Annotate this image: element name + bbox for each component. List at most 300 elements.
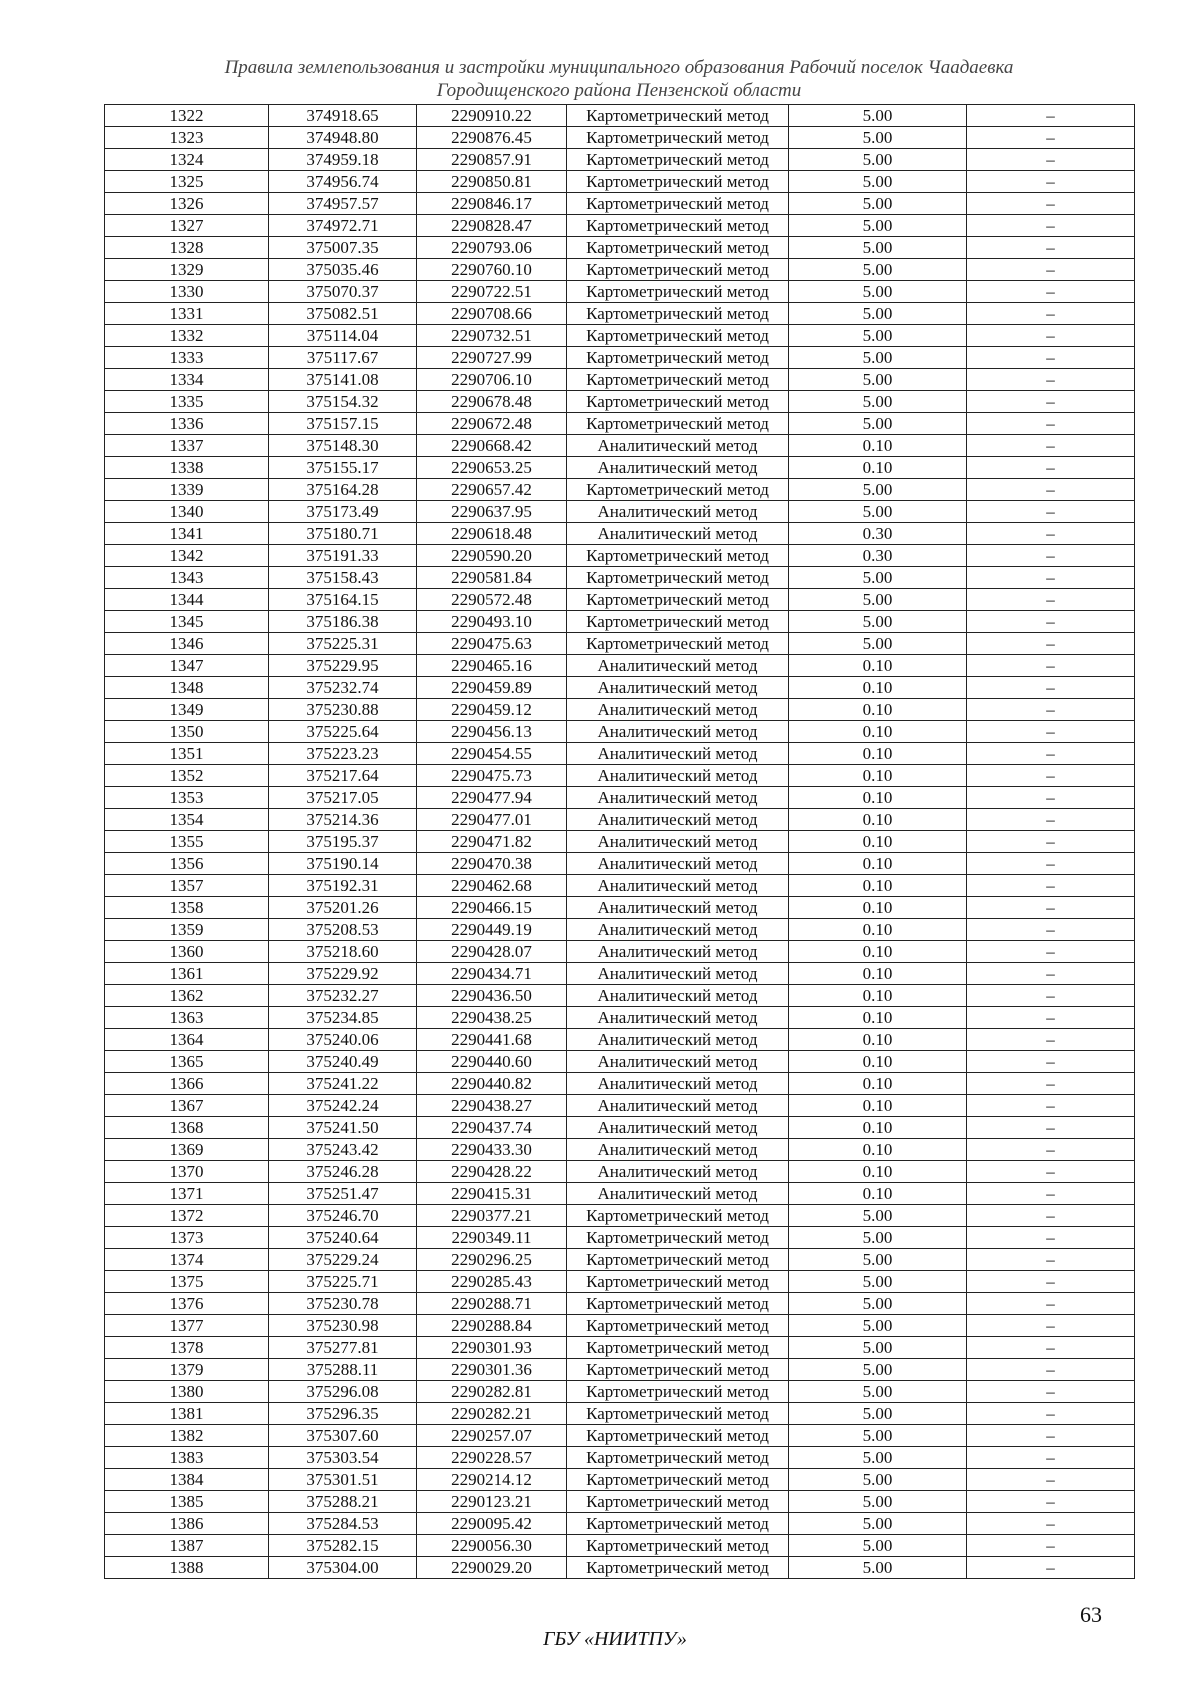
- table-row: [105, 1007, 1135, 1029]
- method-cell: Картометрический метод: [567, 105, 789, 127]
- method-cell: Аналитический метод: [567, 699, 789, 721]
- point-number-cell: 1388: [105, 1557, 269, 1579]
- note-cell: –: [967, 1073, 1135, 1095]
- method-cell: Картометрический метод: [567, 545, 789, 567]
- note-cell: –: [967, 853, 1135, 875]
- point-number-cell: 1322: [105, 105, 269, 127]
- note-cell: –: [967, 237, 1135, 259]
- y-coordinate-cell: 2290732.51: [417, 325, 567, 347]
- accuracy-cell: 5.00: [789, 1271, 967, 1293]
- table-row: [105, 963, 1135, 985]
- note-cell: –: [967, 501, 1135, 523]
- accuracy-cell: 5.00: [789, 501, 967, 523]
- method-cell: Картометрический метод: [567, 1315, 789, 1337]
- accuracy-cell: 5.00: [789, 391, 967, 413]
- point-number-cell: 1375: [105, 1271, 269, 1293]
- note-cell: –: [967, 699, 1135, 721]
- table-row: [105, 325, 1135, 347]
- x-coordinate-cell: 374918.65: [269, 105, 417, 127]
- note-cell: –: [967, 215, 1135, 237]
- table-row: [105, 413, 1135, 435]
- point-number-cell: 1325: [105, 171, 269, 193]
- accuracy-cell: 5.00: [789, 171, 967, 193]
- y-coordinate-cell: 2290228.57: [417, 1447, 567, 1469]
- table-row: [105, 545, 1135, 567]
- point-number-cell: 1365: [105, 1051, 269, 1073]
- x-coordinate-cell: 375154.32: [269, 391, 417, 413]
- point-number-cell: 1381: [105, 1403, 269, 1425]
- table-row: [105, 677, 1135, 699]
- y-coordinate-cell: 2290449.19: [417, 919, 567, 941]
- method-cell: Картометрический метод: [567, 127, 789, 149]
- table-row: [105, 721, 1135, 743]
- point-number-cell: 1356: [105, 853, 269, 875]
- accuracy-cell: 5.00: [789, 1557, 967, 1579]
- note-cell: –: [967, 1359, 1135, 1381]
- accuracy-cell: 5.00: [789, 1315, 967, 1337]
- method-cell: Аналитический метод: [567, 963, 789, 985]
- y-coordinate-cell: 2290415.31: [417, 1183, 567, 1205]
- note-cell: –: [967, 743, 1135, 765]
- accuracy-cell: 5.00: [789, 1513, 967, 1535]
- x-coordinate-cell: 375301.51: [269, 1469, 417, 1491]
- y-coordinate-cell: 2290434.71: [417, 963, 567, 985]
- x-coordinate-cell: 375240.49: [269, 1051, 417, 1073]
- table-row: [105, 1557, 1135, 1579]
- accuracy-cell: 0.10: [789, 1183, 967, 1205]
- point-number-cell: 1352: [105, 765, 269, 787]
- point-number-cell: 1377: [105, 1315, 269, 1337]
- table-row: [105, 1293, 1135, 1315]
- method-cell: Картометрический метод: [567, 237, 789, 259]
- method-cell: Аналитический метод: [567, 501, 789, 523]
- y-coordinate-cell: 2290454.55: [417, 743, 567, 765]
- y-coordinate-cell: 2290672.48: [417, 413, 567, 435]
- x-coordinate-cell: 375195.37: [269, 831, 417, 853]
- footer-organization: ГБУ «НИИТПУ»: [543, 1628, 687, 1650]
- x-coordinate-cell: 375173.49: [269, 501, 417, 523]
- y-coordinate-cell: 2290123.21: [417, 1491, 567, 1513]
- accuracy-cell: 0.10: [789, 1095, 967, 1117]
- point-number-cell: 1351: [105, 743, 269, 765]
- table-row: [105, 259, 1135, 281]
- note-cell: –: [967, 1139, 1135, 1161]
- x-coordinate-cell: 374957.57: [269, 193, 417, 215]
- method-cell: Картометрический метод: [567, 1359, 789, 1381]
- point-number-cell: 1348: [105, 677, 269, 699]
- x-coordinate-cell: 375246.28: [269, 1161, 417, 1183]
- note-cell: –: [967, 1469, 1135, 1491]
- table-row: [105, 303, 1135, 325]
- accuracy-cell: 5.00: [789, 325, 967, 347]
- accuracy-cell: 5.00: [789, 1359, 967, 1381]
- note-cell: –: [967, 721, 1135, 743]
- note-cell: –: [967, 149, 1135, 171]
- note-cell: –: [967, 1227, 1135, 1249]
- table-row: [105, 633, 1135, 655]
- y-coordinate-cell: 2290477.01: [417, 809, 567, 831]
- table-row: [105, 897, 1135, 919]
- y-coordinate-cell: 2290288.84: [417, 1315, 567, 1337]
- note-cell: –: [967, 1249, 1135, 1271]
- method-cell: Аналитический метод: [567, 721, 789, 743]
- note-cell: –: [967, 281, 1135, 303]
- table-row: [105, 875, 1135, 897]
- note-cell: –: [967, 303, 1135, 325]
- accuracy-cell: 5.00: [789, 1381, 967, 1403]
- y-coordinate-cell: 2290706.10: [417, 369, 567, 391]
- method-cell: Аналитический метод: [567, 1183, 789, 1205]
- accuracy-cell: 0.10: [789, 787, 967, 809]
- header-line-2: Городищенского района Пензенской области: [436, 80, 802, 101]
- y-coordinate-cell: 2290722.51: [417, 281, 567, 303]
- method-cell: Аналитический метод: [567, 919, 789, 941]
- x-coordinate-cell: 375225.64: [269, 721, 417, 743]
- x-coordinate-cell: 375288.11: [269, 1359, 417, 1381]
- x-coordinate-cell: 375217.64: [269, 765, 417, 787]
- note-cell: –: [967, 1535, 1135, 1557]
- x-coordinate-cell: 375186.38: [269, 611, 417, 633]
- note-cell: –: [967, 567, 1135, 589]
- method-cell: Аналитический метод: [567, 941, 789, 963]
- point-number-cell: 1382: [105, 1425, 269, 1447]
- table-row: [105, 567, 1135, 589]
- y-coordinate-cell: 2290470.38: [417, 853, 567, 875]
- note-cell: –: [967, 765, 1135, 787]
- y-coordinate-cell: 2290637.95: [417, 501, 567, 523]
- table-row: [105, 1051, 1135, 1073]
- method-cell: Аналитический метод: [567, 1117, 789, 1139]
- x-coordinate-cell: 375223.23: [269, 743, 417, 765]
- header-line-1: Правила землепользования и застройки муниципального образования Рабочий поселок Чаадаевка: [224, 57, 1014, 78]
- method-cell: Аналитический метод: [567, 809, 789, 831]
- table-row: [105, 523, 1135, 545]
- y-coordinate-cell: 2290727.99: [417, 347, 567, 369]
- note-cell: –: [967, 1007, 1135, 1029]
- y-coordinate-cell: 2290581.84: [417, 567, 567, 589]
- accuracy-cell: 5.00: [789, 589, 967, 611]
- y-coordinate-cell: 2290793.06: [417, 237, 567, 259]
- accuracy-cell: 5.00: [789, 567, 967, 589]
- note-cell: –: [967, 1447, 1135, 1469]
- point-number-cell: 1339: [105, 479, 269, 501]
- accuracy-cell: 5.00: [789, 479, 967, 501]
- accuracy-cell: 5.00: [789, 1205, 967, 1227]
- accuracy-cell: 5.00: [789, 127, 967, 149]
- accuracy-cell: 0.10: [789, 831, 967, 853]
- note-cell: –: [967, 523, 1135, 545]
- accuracy-cell: 0.10: [789, 743, 967, 765]
- method-cell: Картометрический метод: [567, 1337, 789, 1359]
- method-cell: Картометрический метод: [567, 1271, 789, 1293]
- table-row: [105, 1535, 1135, 1557]
- y-coordinate-cell: 2290477.94: [417, 787, 567, 809]
- table-row: [105, 435, 1135, 457]
- point-number-cell: 1359: [105, 919, 269, 941]
- x-coordinate-cell: 375191.33: [269, 545, 417, 567]
- y-coordinate-cell: 2290437.74: [417, 1117, 567, 1139]
- x-coordinate-cell: 375217.05: [269, 787, 417, 809]
- y-coordinate-cell: 2290257.07: [417, 1425, 567, 1447]
- x-coordinate-cell: 375225.31: [269, 633, 417, 655]
- method-cell: Картометрический метод: [567, 369, 789, 391]
- y-coordinate-cell: 2290475.73: [417, 765, 567, 787]
- x-coordinate-cell: 375180.71: [269, 523, 417, 545]
- y-coordinate-cell: 2290438.27: [417, 1095, 567, 1117]
- y-coordinate-cell: 2290056.30: [417, 1535, 567, 1557]
- point-number-cell: 1376: [105, 1293, 269, 1315]
- x-coordinate-cell: 375141.08: [269, 369, 417, 391]
- point-number-cell: 1326: [105, 193, 269, 215]
- table-row: [105, 391, 1135, 413]
- y-coordinate-cell: 2290288.71: [417, 1293, 567, 1315]
- accuracy-cell: 0.10: [789, 435, 967, 457]
- note-cell: –: [967, 677, 1135, 699]
- method-cell: Аналитический метод: [567, 523, 789, 545]
- point-number-cell: 1328: [105, 237, 269, 259]
- method-cell: Картометрический метод: [567, 1403, 789, 1425]
- y-coordinate-cell: 2290282.21: [417, 1403, 567, 1425]
- x-coordinate-cell: 375234.85: [269, 1007, 417, 1029]
- x-coordinate-cell: 374959.18: [269, 149, 417, 171]
- document-header: [104, 56, 1134, 102]
- table-row: [105, 831, 1135, 853]
- note-cell: –: [967, 1161, 1135, 1183]
- method-cell: Аналитический метод: [567, 831, 789, 853]
- table-row: [105, 127, 1135, 149]
- point-number-cell: 1357: [105, 875, 269, 897]
- y-coordinate-cell: 2290029.20: [417, 1557, 567, 1579]
- note-cell: –: [967, 1293, 1135, 1315]
- method-cell: Картометрический метод: [567, 171, 789, 193]
- table-row: [105, 1469, 1135, 1491]
- accuracy-cell: 0.10: [789, 1029, 967, 1051]
- y-coordinate-cell: 2290910.22: [417, 105, 567, 127]
- note-cell: –: [967, 171, 1135, 193]
- point-number-cell: 1385: [105, 1491, 269, 1513]
- note-cell: –: [967, 325, 1135, 347]
- accuracy-cell: 0.10: [789, 457, 967, 479]
- x-coordinate-cell: 375225.71: [269, 1271, 417, 1293]
- x-coordinate-cell: 375117.67: [269, 347, 417, 369]
- accuracy-cell: 5.00: [789, 149, 967, 171]
- note-cell: –: [967, 1117, 1135, 1139]
- y-coordinate-cell: 2290282.81: [417, 1381, 567, 1403]
- method-cell: Картометрический метод: [567, 1249, 789, 1271]
- accuracy-cell: 5.00: [789, 1293, 967, 1315]
- point-number-cell: 1323: [105, 127, 269, 149]
- table-row: [105, 1205, 1135, 1227]
- y-coordinate-cell: 2290301.93: [417, 1337, 567, 1359]
- note-cell: –: [967, 457, 1135, 479]
- point-number-cell: 1340: [105, 501, 269, 523]
- method-cell: Аналитический метод: [567, 1095, 789, 1117]
- point-number-cell: 1344: [105, 589, 269, 611]
- table-row: [105, 149, 1135, 171]
- note-cell: –: [967, 985, 1135, 1007]
- point-number-cell: 1347: [105, 655, 269, 677]
- point-number-cell: 1333: [105, 347, 269, 369]
- point-number-cell: 1373: [105, 1227, 269, 1249]
- table-row: [105, 1381, 1135, 1403]
- point-number-cell: 1358: [105, 897, 269, 919]
- x-coordinate-cell: 375232.27: [269, 985, 417, 1007]
- note-cell: –: [967, 545, 1135, 567]
- method-cell: Аналитический метод: [567, 985, 789, 1007]
- method-cell: Аналитический метод: [567, 435, 789, 457]
- note-cell: –: [967, 1315, 1135, 1337]
- accuracy-cell: 5.00: [789, 193, 967, 215]
- accuracy-cell: 0.30: [789, 545, 967, 567]
- y-coordinate-cell: 2290459.89: [417, 677, 567, 699]
- accuracy-cell: 5.00: [789, 1249, 967, 1271]
- point-number-cell: 1338: [105, 457, 269, 479]
- accuracy-cell: 0.10: [789, 963, 967, 985]
- note-cell: –: [967, 1425, 1135, 1447]
- y-coordinate-cell: 2290657.42: [417, 479, 567, 501]
- x-coordinate-cell: 375240.06: [269, 1029, 417, 1051]
- y-coordinate-cell: 2290349.11: [417, 1227, 567, 1249]
- table-row: [105, 743, 1135, 765]
- accuracy-cell: 0.10: [789, 941, 967, 963]
- accuracy-cell: 0.10: [789, 699, 967, 721]
- note-cell: –: [967, 413, 1135, 435]
- note-cell: –: [967, 1491, 1135, 1513]
- note-cell: –: [967, 435, 1135, 457]
- note-cell: –: [967, 1557, 1135, 1579]
- table-row: [105, 193, 1135, 215]
- y-coordinate-cell: 2290475.63: [417, 633, 567, 655]
- x-coordinate-cell: 374956.74: [269, 171, 417, 193]
- note-cell: –: [967, 391, 1135, 413]
- note-cell: –: [967, 897, 1135, 919]
- note-cell: –: [967, 347, 1135, 369]
- note-cell: –: [967, 1337, 1135, 1359]
- y-coordinate-cell: 2290618.48: [417, 523, 567, 545]
- method-cell: Картометрический метод: [567, 303, 789, 325]
- table-row: [105, 941, 1135, 963]
- x-coordinate-cell: 375164.28: [269, 479, 417, 501]
- y-coordinate-cell: 2290456.13: [417, 721, 567, 743]
- method-cell: Аналитический метод: [567, 853, 789, 875]
- point-number-cell: 1386: [105, 1513, 269, 1535]
- table-row: [105, 589, 1135, 611]
- y-coordinate-cell: 2290876.45: [417, 127, 567, 149]
- y-coordinate-cell: 2290377.21: [417, 1205, 567, 1227]
- x-coordinate-cell: 375229.92: [269, 963, 417, 985]
- point-number-cell: 1383: [105, 1447, 269, 1469]
- accuracy-cell: 0.10: [789, 809, 967, 831]
- method-cell: Аналитический метод: [567, 1029, 789, 1051]
- note-cell: –: [967, 1051, 1135, 1073]
- coordinates-table-body: [105, 105, 1135, 1579]
- x-coordinate-cell: 375246.70: [269, 1205, 417, 1227]
- x-coordinate-cell: 375218.60: [269, 941, 417, 963]
- table-row: [105, 655, 1135, 677]
- x-coordinate-cell: 375282.15: [269, 1535, 417, 1557]
- point-number-cell: 1353: [105, 787, 269, 809]
- method-cell: Картометрический метод: [567, 413, 789, 435]
- note-cell: –: [967, 193, 1135, 215]
- y-coordinate-cell: 2290440.82: [417, 1073, 567, 1095]
- method-cell: Аналитический метод: [567, 655, 789, 677]
- table-row: [105, 1337, 1135, 1359]
- method-cell: Картометрический метод: [567, 611, 789, 633]
- accuracy-cell: 5.00: [789, 237, 967, 259]
- table-row: [105, 1447, 1135, 1469]
- y-coordinate-cell: 2290441.68: [417, 1029, 567, 1051]
- y-coordinate-cell: 2290850.81: [417, 171, 567, 193]
- x-coordinate-cell: 375242.24: [269, 1095, 417, 1117]
- point-number-cell: 1384: [105, 1469, 269, 1491]
- point-number-cell: 1374: [105, 1249, 269, 1271]
- x-coordinate-cell: 375241.22: [269, 1073, 417, 1095]
- x-coordinate-cell: 375214.36: [269, 809, 417, 831]
- accuracy-cell: 0.10: [789, 875, 967, 897]
- x-coordinate-cell: 375082.51: [269, 303, 417, 325]
- table-row: [105, 479, 1135, 501]
- accuracy-cell: 0.30: [789, 523, 967, 545]
- point-number-cell: 1354: [105, 809, 269, 831]
- note-cell: –: [967, 875, 1135, 897]
- method-cell: Картометрический метод: [567, 479, 789, 501]
- y-coordinate-cell: 2290433.30: [417, 1139, 567, 1161]
- accuracy-cell: 5.00: [789, 105, 967, 127]
- point-number-cell: 1369: [105, 1139, 269, 1161]
- point-number-cell: 1345: [105, 611, 269, 633]
- y-coordinate-cell: 2290857.91: [417, 149, 567, 171]
- method-cell: Картометрический метод: [567, 149, 789, 171]
- method-cell: Аналитический метод: [567, 457, 789, 479]
- note-cell: –: [967, 589, 1135, 611]
- point-number-cell: 1378: [105, 1337, 269, 1359]
- method-cell: Картометрический метод: [567, 391, 789, 413]
- x-coordinate-cell: 375035.46: [269, 259, 417, 281]
- x-coordinate-cell: 375232.74: [269, 677, 417, 699]
- point-number-cell: 1336: [105, 413, 269, 435]
- y-coordinate-cell: 2290678.48: [417, 391, 567, 413]
- x-coordinate-cell: 375243.42: [269, 1139, 417, 1161]
- y-coordinate-cell: 2290440.60: [417, 1051, 567, 1073]
- note-cell: –: [967, 809, 1135, 831]
- y-coordinate-cell: 2290828.47: [417, 215, 567, 237]
- accuracy-cell: 5.00: [789, 1447, 967, 1469]
- method-cell: Картометрический метод: [567, 1535, 789, 1557]
- x-coordinate-cell: 375251.47: [269, 1183, 417, 1205]
- y-coordinate-cell: 2290296.25: [417, 1249, 567, 1271]
- y-coordinate-cell: 2290708.66: [417, 303, 567, 325]
- point-number-cell: 1335: [105, 391, 269, 413]
- point-number-cell: 1350: [105, 721, 269, 743]
- x-coordinate-cell: 375158.43: [269, 567, 417, 589]
- note-cell: –: [967, 787, 1135, 809]
- table-row: [105, 1227, 1135, 1249]
- accuracy-cell: 5.00: [789, 215, 967, 237]
- method-cell: Картометрический метод: [567, 325, 789, 347]
- point-number-cell: 1330: [105, 281, 269, 303]
- y-coordinate-cell: 2290285.43: [417, 1271, 567, 1293]
- x-coordinate-cell: 375230.98: [269, 1315, 417, 1337]
- table-row: [105, 699, 1135, 721]
- y-coordinate-cell: 2290493.10: [417, 611, 567, 633]
- y-coordinate-cell: 2290428.22: [417, 1161, 567, 1183]
- point-number-cell: 1334: [105, 369, 269, 391]
- y-coordinate-cell: 2290214.12: [417, 1469, 567, 1491]
- table-row: [105, 369, 1135, 391]
- method-cell: Аналитический метод: [567, 1161, 789, 1183]
- y-coordinate-cell: 2290668.42: [417, 435, 567, 457]
- method-cell: Картометрический метод: [567, 281, 789, 303]
